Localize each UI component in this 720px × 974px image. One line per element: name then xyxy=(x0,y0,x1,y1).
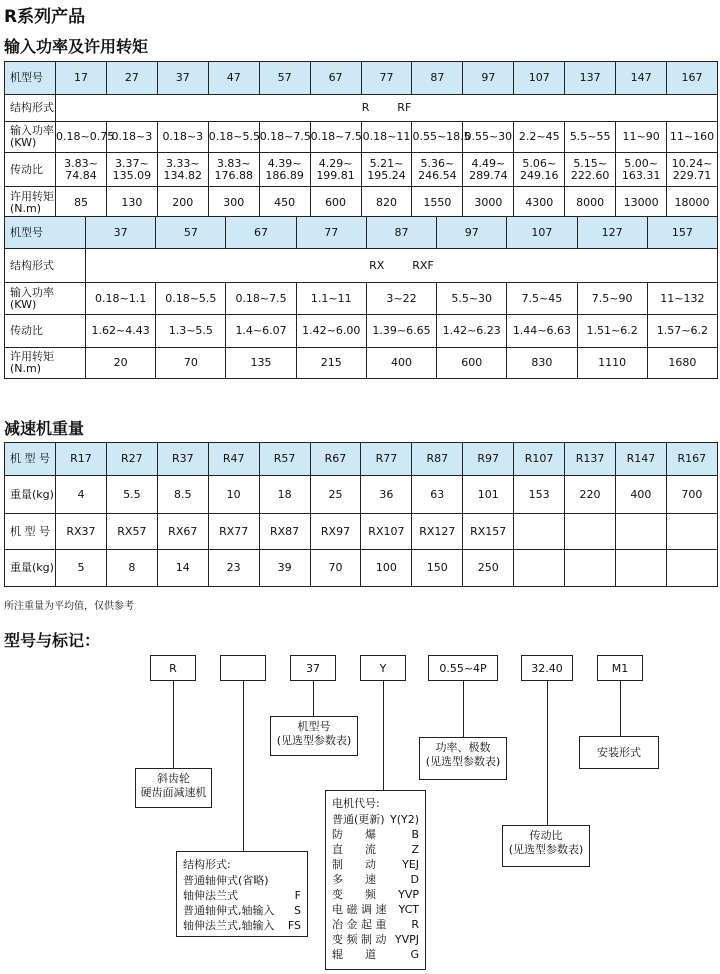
motor-code-code: Y(Y2) xyxy=(389,813,419,826)
model-cell: RX37 xyxy=(56,514,107,550)
r-series-table xyxy=(4,61,718,220)
structure-option-code: F xyxy=(294,889,301,902)
connector-line xyxy=(383,681,384,790)
model-cell: R27 xyxy=(106,443,157,476)
power-cell: 0.18~7.5 xyxy=(259,122,310,153)
power-cell: 7.5~45 xyxy=(507,283,577,315)
structure-option-code: S xyxy=(294,904,301,917)
model-cell xyxy=(666,514,717,550)
model-cell: R147 xyxy=(615,443,666,476)
power-cell: 5.5~55 xyxy=(565,122,616,153)
weight-cell: 101 xyxy=(463,476,514,514)
code-box-power: 0.55~4P xyxy=(428,655,498,681)
structure-legend-title: 结构形式: xyxy=(183,858,231,871)
section-title-power: 输入功率及许用转矩 xyxy=(4,37,149,56)
ratio-label: 传动比 (见选型参数表) xyxy=(502,825,590,867)
weight-cell: 63 xyxy=(412,476,463,514)
motor-code-code: YVP xyxy=(398,888,419,901)
model-cell: 77 xyxy=(296,217,366,249)
model-cell: 17 xyxy=(56,62,107,95)
torque-cell: 400 xyxy=(366,348,436,379)
ratio-cell: 1.3~5.5 xyxy=(156,315,226,348)
motor-code-code: YEJ xyxy=(402,858,419,871)
weight-cell: 150 xyxy=(412,550,463,587)
section-title-designation: 型号与标记： xyxy=(4,631,101,650)
weight-cell: 39 xyxy=(259,550,310,587)
model-cell: R17 xyxy=(56,443,107,476)
model-cell: RX127 xyxy=(412,514,463,550)
row-label-torque: 许用转矩 (N.m) xyxy=(5,187,56,220)
model-cell: RX67 xyxy=(157,514,208,550)
model-cell: RX107 xyxy=(361,514,412,550)
model-cell: 97 xyxy=(463,62,514,95)
structure-option-name: 普通轴伸式(省略) xyxy=(183,874,269,887)
motor-code-name: 普通(更新) xyxy=(332,813,385,826)
power-cell: 3~22 xyxy=(366,283,436,315)
model-cell: 97 xyxy=(437,217,507,249)
torque-cell: 215 xyxy=(296,348,366,379)
model-cell: R57 xyxy=(259,443,310,476)
structure-legend xyxy=(176,851,308,937)
motor-legend-title: 电机代号: xyxy=(332,797,380,810)
ratio-cell: 3.83~ 74.84 xyxy=(56,153,107,187)
weight-cell: 18 xyxy=(259,476,310,514)
model-cell: 87 xyxy=(412,62,463,95)
ratio-cell: 5.06~ 249.16 xyxy=(514,153,565,187)
power-cell: 0.18~3 xyxy=(106,122,157,153)
torque-cell: 600 xyxy=(437,348,507,379)
structure-option xyxy=(183,903,301,918)
structure-option-name: 普通轴伸式,轴输入 xyxy=(183,904,275,917)
model-cell: 57 xyxy=(156,217,226,249)
power-cell: 0.18~11 xyxy=(361,122,412,153)
torque-cell: 450 xyxy=(259,187,310,220)
model-cell: 107 xyxy=(507,217,577,249)
weight-cell: 5.5 xyxy=(106,476,157,514)
rx-series-table xyxy=(4,216,718,379)
ratio-cell: 5.36~ 246.54 xyxy=(412,153,463,187)
weight-cell: 153 xyxy=(514,476,565,514)
model-cell: RX87 xyxy=(259,514,310,550)
structure-option-name: 轴伸法兰式 xyxy=(183,889,238,902)
torque-cell: 130 xyxy=(106,187,157,220)
model-cell: 157 xyxy=(647,217,717,249)
motor-code-name: 变 频 xyxy=(332,888,376,901)
weight-cell: 400 xyxy=(615,476,666,514)
weight-cell: 220 xyxy=(565,476,616,514)
torque-cell: 1110 xyxy=(577,348,647,379)
power-cell: 11~132 xyxy=(647,283,717,315)
power-cell: 0.55~30 xyxy=(463,122,514,153)
power-cell: 0.18~3 xyxy=(157,122,208,153)
ratio-cell: 5.00~ 163.31 xyxy=(616,153,667,187)
ratio-cell: 1.51~6.2 xyxy=(577,315,647,348)
ratio-cell: 10.24~ 229.71 xyxy=(667,153,718,187)
model-cell xyxy=(615,514,666,550)
power-cell: 1.1~11 xyxy=(296,283,366,315)
ratio-cell: 1.44~6.63 xyxy=(507,315,577,348)
motor-code-name: 制 动 xyxy=(332,858,376,871)
section-title-weight: 减速机重量 xyxy=(4,419,85,438)
weight-cell: 250 xyxy=(463,550,514,587)
model-cell: RX77 xyxy=(208,514,259,550)
weight-cell: 10 xyxy=(208,476,259,514)
model-cell: 107 xyxy=(514,62,565,95)
mounting-label: 安装形式 xyxy=(579,736,659,769)
code-box-ratio: 32.40 xyxy=(521,655,573,681)
torque-cell: 3000 xyxy=(463,187,514,220)
power-cell: 0.18~0.75 xyxy=(56,122,107,153)
ratio-cell: 4.39~ 186.89 xyxy=(259,153,310,187)
model-cell xyxy=(514,514,565,550)
connector-line xyxy=(547,681,548,825)
motor-code-code: Z xyxy=(411,843,419,856)
motor-code-name: 多 速 xyxy=(332,873,376,886)
model-cell xyxy=(565,514,616,550)
model-cell: R67 xyxy=(310,443,361,476)
structure-option xyxy=(183,888,301,903)
ratio-cell: 1.42~6.00 xyxy=(296,315,366,348)
code-box-structure xyxy=(220,655,266,681)
ratio-cell: 1.62~4.43 xyxy=(86,315,156,348)
code-box-mount: M1 xyxy=(597,655,643,681)
motor-code-name: 辊 道 xyxy=(332,948,376,961)
power-cell: 0.18~5.5 xyxy=(208,122,259,153)
model-cell: 27 xyxy=(106,62,157,95)
connector-line xyxy=(463,681,464,737)
weight-cell: 70 xyxy=(310,550,361,587)
power-cell: 11~90 xyxy=(616,122,667,153)
model-cell: 67 xyxy=(310,62,361,95)
connector-line xyxy=(173,681,174,768)
structure-value: R RF xyxy=(56,95,718,122)
weight-cell: 14 xyxy=(157,550,208,587)
code-box-motor: Y xyxy=(360,655,406,681)
model-cell: 47 xyxy=(208,62,259,95)
row-label-model: 机 型 号 xyxy=(5,514,56,550)
model-cell: 67 xyxy=(226,217,296,249)
power-cell: 0.55~18.5 xyxy=(412,122,463,153)
power-cell: 0.18~7.5 xyxy=(226,283,296,315)
connector-line xyxy=(243,681,244,851)
torque-cell: 18000 xyxy=(667,187,718,220)
ratio-cell: 1.57~6.2 xyxy=(647,315,717,348)
torque-cell: 1680 xyxy=(647,348,717,379)
model-cell: 77 xyxy=(361,62,412,95)
connector-line xyxy=(313,681,314,716)
model-cell: R107 xyxy=(514,443,565,476)
ratio-cell: 4.49~ 289.74 xyxy=(463,153,514,187)
ratio-cell: 5.21~ 195.24 xyxy=(361,153,412,187)
motor-code-name: 电 磁 调 速 xyxy=(332,903,387,916)
motor-code xyxy=(332,872,419,887)
power-cell: 0.18~7.5 xyxy=(310,122,361,153)
weight-cell xyxy=(514,550,565,587)
power-cell: 11~160 xyxy=(667,122,718,153)
structure-option xyxy=(183,873,301,888)
row-label-model: 机型号 xyxy=(5,217,86,249)
structure-option-code: FS xyxy=(287,919,301,932)
row-label-structure: 结构形式 xyxy=(5,249,86,283)
connector-line xyxy=(620,681,621,736)
torque-cell: 85 xyxy=(56,187,107,220)
ratio-cell: 1.4~6.07 xyxy=(226,315,296,348)
model-cell: RX97 xyxy=(310,514,361,550)
code-box-model: 37 xyxy=(290,655,336,681)
weight-cell: 4 xyxy=(56,476,107,514)
torque-cell: 200 xyxy=(157,187,208,220)
motor-code-name: 直 流 xyxy=(332,843,376,856)
motor-code-code: YCT xyxy=(398,903,419,916)
weight-table xyxy=(4,442,718,587)
ratio-cell: 3.37~ 135.09 xyxy=(106,153,157,187)
weight-cell: 5 xyxy=(56,550,107,587)
weight-cell xyxy=(565,550,616,587)
power-cell: 7.5~90 xyxy=(577,283,647,315)
power-cell: 5.5~30 xyxy=(437,283,507,315)
gear-type-label: 斜齿轮 硬齿面减速机 xyxy=(135,768,212,808)
model-cell: RX57 xyxy=(106,514,157,550)
model-cell: 167 xyxy=(667,62,718,95)
code-box-type: R xyxy=(150,655,196,681)
row-label-ratio: 传动比 xyxy=(5,153,56,187)
row-label-model: 机 型 号 xyxy=(5,443,56,476)
page-title: R系列产品 xyxy=(4,7,86,27)
model-number-label: 机型号 (见选型参数表) xyxy=(270,716,358,756)
model-cell: R137 xyxy=(565,443,616,476)
torque-cell: 20 xyxy=(86,348,156,379)
weight-cell xyxy=(615,550,666,587)
ratio-cell: 3.83~ 176.88 xyxy=(208,153,259,187)
motor-code-code: B xyxy=(411,828,419,841)
model-cell: R167 xyxy=(666,443,717,476)
row-label-power: 输入功率 (KW) xyxy=(5,283,86,315)
motor-code-name: 变 频 制 动 xyxy=(332,933,387,946)
weight-cell: 23 xyxy=(208,550,259,587)
weight-cell: 100 xyxy=(361,550,412,587)
torque-cell: 830 xyxy=(507,348,577,379)
row-label-structure: 结构形式 xyxy=(5,95,56,122)
weight-cell: 36 xyxy=(361,476,412,514)
motor-code-legend xyxy=(325,790,426,970)
weight-cell: 8.5 xyxy=(157,476,208,514)
model-cell: 147 xyxy=(616,62,667,95)
weight-cell xyxy=(666,550,717,587)
row-label-weight: 重量(kg) xyxy=(5,476,56,514)
torque-cell: 300 xyxy=(208,187,259,220)
row-label-weight: 重量(kg) xyxy=(5,550,56,587)
ratio-cell: 3.33~ 134.82 xyxy=(157,153,208,187)
torque-cell: 70 xyxy=(156,348,226,379)
torque-cell: 8000 xyxy=(565,187,616,220)
motor-code-code: R xyxy=(411,918,419,931)
weight-cell: 8 xyxy=(106,550,157,587)
structure-value: RX RXF xyxy=(86,249,718,283)
model-cell: RX157 xyxy=(463,514,514,550)
motor-code xyxy=(332,812,419,827)
torque-cell: 13000 xyxy=(616,187,667,220)
ratio-cell: 4.29~ 199.81 xyxy=(310,153,361,187)
model-cell: 57 xyxy=(259,62,310,95)
motor-code-code: YVPJ xyxy=(394,933,419,946)
model-cell: 127 xyxy=(577,217,647,249)
model-cell: R87 xyxy=(412,443,463,476)
structure-option xyxy=(183,918,301,933)
row-label-model: 机型号 xyxy=(5,62,56,95)
power-cell: 0.18~5.5 xyxy=(156,283,226,315)
torque-cell: 4300 xyxy=(514,187,565,220)
motor-code xyxy=(332,857,419,872)
power-poles-label: 功率、极数 (见选型参数表) xyxy=(419,737,507,780)
motor-code xyxy=(332,917,419,932)
torque-cell: 600 xyxy=(310,187,361,220)
motor-code-code: D xyxy=(410,873,419,886)
ratio-cell: 5.15~ 222.60 xyxy=(565,153,616,187)
model-cell: 87 xyxy=(366,217,436,249)
motor-code-code: G xyxy=(410,948,419,961)
torque-cell: 820 xyxy=(361,187,412,220)
row-label-torque: 许用转矩 (N.m) xyxy=(5,348,86,379)
weight-cell: 25 xyxy=(310,476,361,514)
torque-cell: 135 xyxy=(226,348,296,379)
motor-code xyxy=(332,902,419,917)
ratio-cell: 1.39~6.65 xyxy=(366,315,436,348)
weight-cell: 700 xyxy=(666,476,717,514)
motor-code xyxy=(332,947,419,962)
motor-code-name: 防 爆 xyxy=(332,828,376,841)
structure-option-name: 轴伸法兰式,轴输入 xyxy=(183,919,275,932)
ratio-cell: 1.42~6.23 xyxy=(437,315,507,348)
row-label-power: 输入功率 (KW) xyxy=(5,122,56,153)
model-cell: 37 xyxy=(86,217,156,249)
power-cell: 2.2~45 xyxy=(514,122,565,153)
model-cell: R97 xyxy=(463,443,514,476)
torque-cell: 1550 xyxy=(412,187,463,220)
model-cell: R47 xyxy=(208,443,259,476)
power-cell: 0.18~1.1 xyxy=(86,283,156,315)
motor-code xyxy=(332,842,419,857)
motor-code xyxy=(332,887,419,902)
model-cell: 137 xyxy=(565,62,616,95)
row-label-ratio: 传动比 xyxy=(5,315,86,348)
model-cell: 37 xyxy=(157,62,208,95)
motor-code-name: 冶 金 起 重 xyxy=(332,918,387,931)
model-cell: R77 xyxy=(361,443,412,476)
motor-code xyxy=(332,932,419,947)
motor-code xyxy=(332,827,419,842)
weight-note: 所注重量为平均值，仅供参考 xyxy=(4,601,134,612)
model-cell: R37 xyxy=(157,443,208,476)
